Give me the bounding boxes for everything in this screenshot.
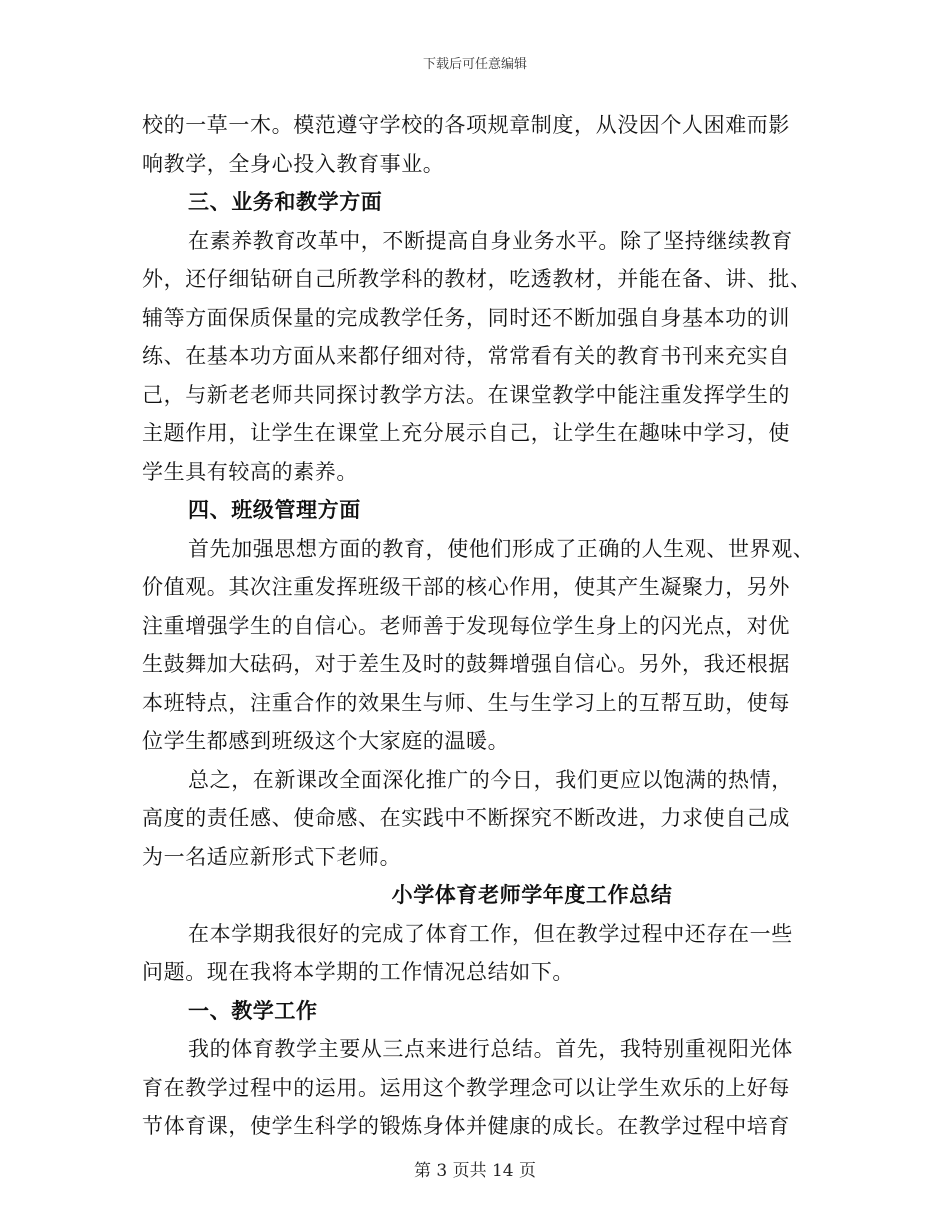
body-line: 练、在基本功方面从来都仔细对待，常常看有关的教育书刊来充实自 (142, 344, 790, 368)
body-line: 己，与新老老师共同探讨教学方法。在课堂教学中能注重发挥学生的 (142, 382, 790, 407)
page-footer: 第 3 页共 14 页 (413, 1161, 537, 1181)
body-line: 响教学，全身心投入教育事业。 (142, 151, 445, 176)
section-heading: 四、班级管理方面 (188, 497, 361, 522)
section-heading: 三、业务和教学方面 (188, 189, 383, 214)
document-body (142, 106, 815, 1146)
body-line: 价值观。其次注重发挥班级干部的核心作用，使其产生凝聚力，另外 (142, 575, 790, 599)
paragraph-start-line: 在素养教育改革中，不断提高自身业务水平。除了坚持继续教育 (188, 228, 793, 253)
body-line: 学生具有较高的素养。 (142, 459, 358, 484)
body-line: 生鼓舞加大砝码，对于差生及时的鼓舞增强自信心。另外，我还根据 (142, 652, 790, 676)
body-line: 主题作用，让学生在课堂上充分展示自己，让学生在趣味中学习，使 (142, 421, 790, 445)
body-line: 位学生都感到班级这个大家庭的温暖。 (142, 729, 510, 753)
body-line: 校的一草一木。模范遵守学校的各项规章制度，从没因个人困难而影 (142, 113, 790, 137)
paragraph-start-line: 首先加强思想方面的教育，使他们形成了正确的人生观、世界观、 (188, 536, 815, 561)
body-line: 育在教学过程中的运用。运用这个教学理念可以让学生欢乐的上好每 (142, 1075, 790, 1100)
body-line: 注重增强学生的自信心。老师善于发现每位学生身上的闪光点，对优 (142, 613, 790, 638)
paragraph-start-line: 在本学期我很好的完成了体育工作，但在教学过程中还存在一些 (188, 921, 793, 946)
paragraph-start-line: 总之，在新课改全面深化推广的今日，我们更应以饱满的热情， (188, 767, 793, 792)
body-line: 辅等方面保质保量的完成教学任务，同时还不断加强自身基本功的训 (142, 305, 790, 330)
body-line: 本班特点，注重合作的效果生与师、生与生学习上的互帮互助，使每 (142, 690, 790, 715)
body-line: 为一名适应新形式下老师。 (142, 844, 402, 869)
document-title: 小学体育老师学年度工作总结 (391, 882, 673, 907)
page-header: 下载后可任意编辑 (422, 57, 527, 72)
section-heading: 一、教学工作 (188, 997, 318, 1023)
body-line: 高度的责任感、使命感、在实践中不断探究不断改进，力求使自己成 (142, 806, 790, 830)
paragraph-start-line: 我的体育教学主要从三点来进行总结。首先，我特别重视阳光体 (188, 1037, 793, 1061)
body-line: 问题。现在我将本学期的工作情况总结如下。 (142, 960, 574, 984)
body-line: 节体育课，使学生科学的锻炼身体并健康的成长。在教学过程中培育 (142, 1114, 790, 1138)
body-line: 外，还仔细钻研自己所教学科的教材，吃透教材，并能在备、讲、批、 (142, 267, 812, 291)
